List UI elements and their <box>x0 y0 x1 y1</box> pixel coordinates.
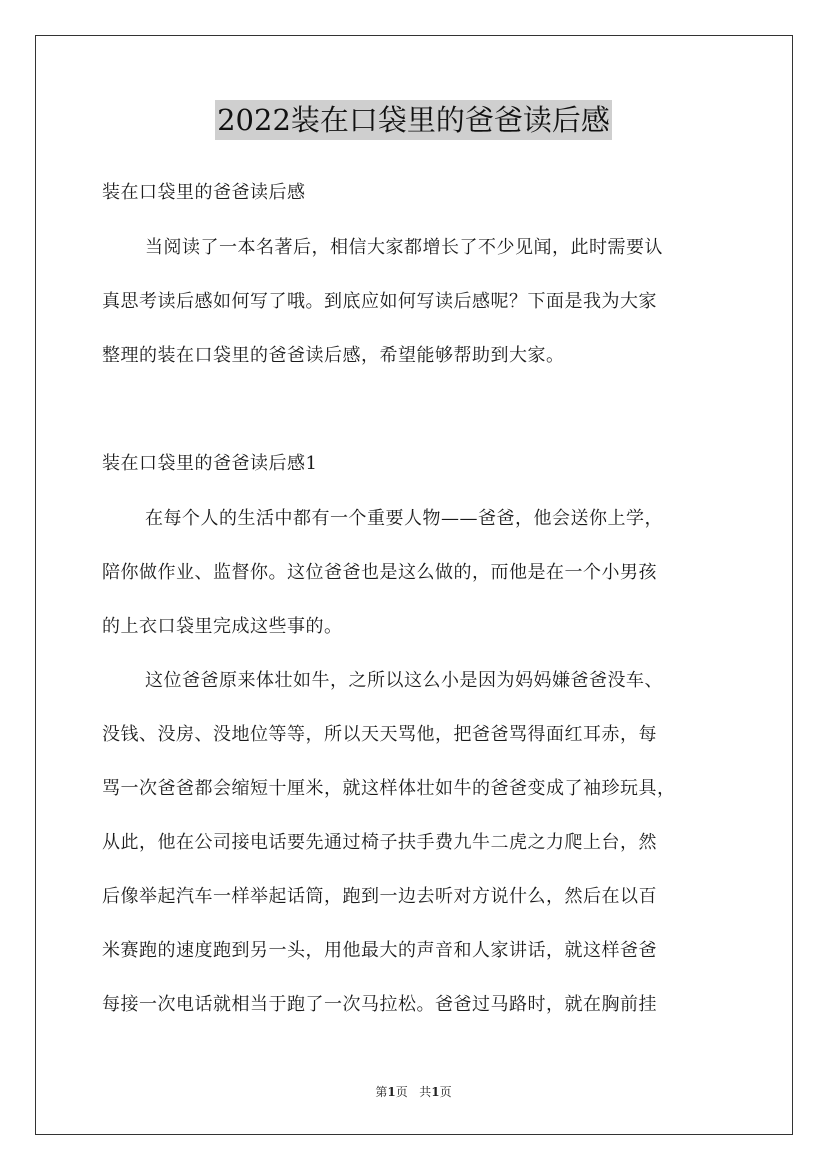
paragraph1-line-3: 的上衣口袋里完成这些事的。 <box>102 616 343 637</box>
page-label-suffix: 页 <box>395 1085 408 1099</box>
total-label-suffix: 页 <box>439 1085 452 1099</box>
intro-line-3: 整理的装在口袋里的爸爸读后感，希望能够帮助到大家。 <box>102 345 565 366</box>
paragraph2-line-6: 米赛跑的速度跑到另一头，用他最大的声音和人家讲话，就这样爸爸 <box>102 940 657 961</box>
paragraph2-line-1: 这位爸爸原来体壮如牛，之所以这么小是因为妈妈嫌爸爸没车、 <box>145 670 663 691</box>
page-label-prefix: 第 <box>375 1085 388 1099</box>
paragraph1-line-1: 在每个人的生活中都有一个重要人物——爸爸，他会送你上学， <box>145 508 663 529</box>
page-number: 1 <box>387 1085 396 1099</box>
document-subtitle: 装在口袋里的爸爸读后感 <box>102 182 306 203</box>
document-title-text: 2022装在口袋里的爸爸读后感 <box>215 100 612 140</box>
intro-line-1: 当阅读了一本名著后，相信大家都增长了不少见闻，此时需要认 <box>145 237 663 258</box>
paragraph1-line-2: 陪你做作业、监督你。这位爸爸也是这么做的，而他是在一个小男孩 <box>102 562 657 583</box>
total-label-prefix: 共 <box>419 1085 432 1099</box>
paragraph2-line-3: 骂一次爸爸都会缩短十厘米，就这样体壮如牛的爸爸变成了袖珍玩具， <box>102 778 676 799</box>
page-footer <box>0 1083 827 1100</box>
intro-line-2: 真思考读后感如何写了哦。到底应如何写读后感呢？下面是我为大家 <box>102 291 657 312</box>
document-title <box>0 100 827 140</box>
paragraph2-line-2: 没钱、没房、没地位等等，所以天天骂他，把爸爸骂得面红耳赤，每 <box>102 724 657 745</box>
paragraph2-line-5: 后像举起汽车一样举起话筒，跑到一边去听对方说什么，然后在以百 <box>102 886 657 907</box>
paragraph2-line-7: 每接一次电话就相当于跑了一次马拉松。爸爸过马路时，就在胸前挂 <box>102 994 657 1015</box>
paragraph2-line-4: 从此，他在公司接电话要先通过椅子扶手费九牛二虎之力爬上台，然 <box>102 832 657 853</box>
total-pages: 1 <box>431 1085 440 1099</box>
section-heading: 装在口袋里的爸爸读后感1 <box>102 453 318 474</box>
